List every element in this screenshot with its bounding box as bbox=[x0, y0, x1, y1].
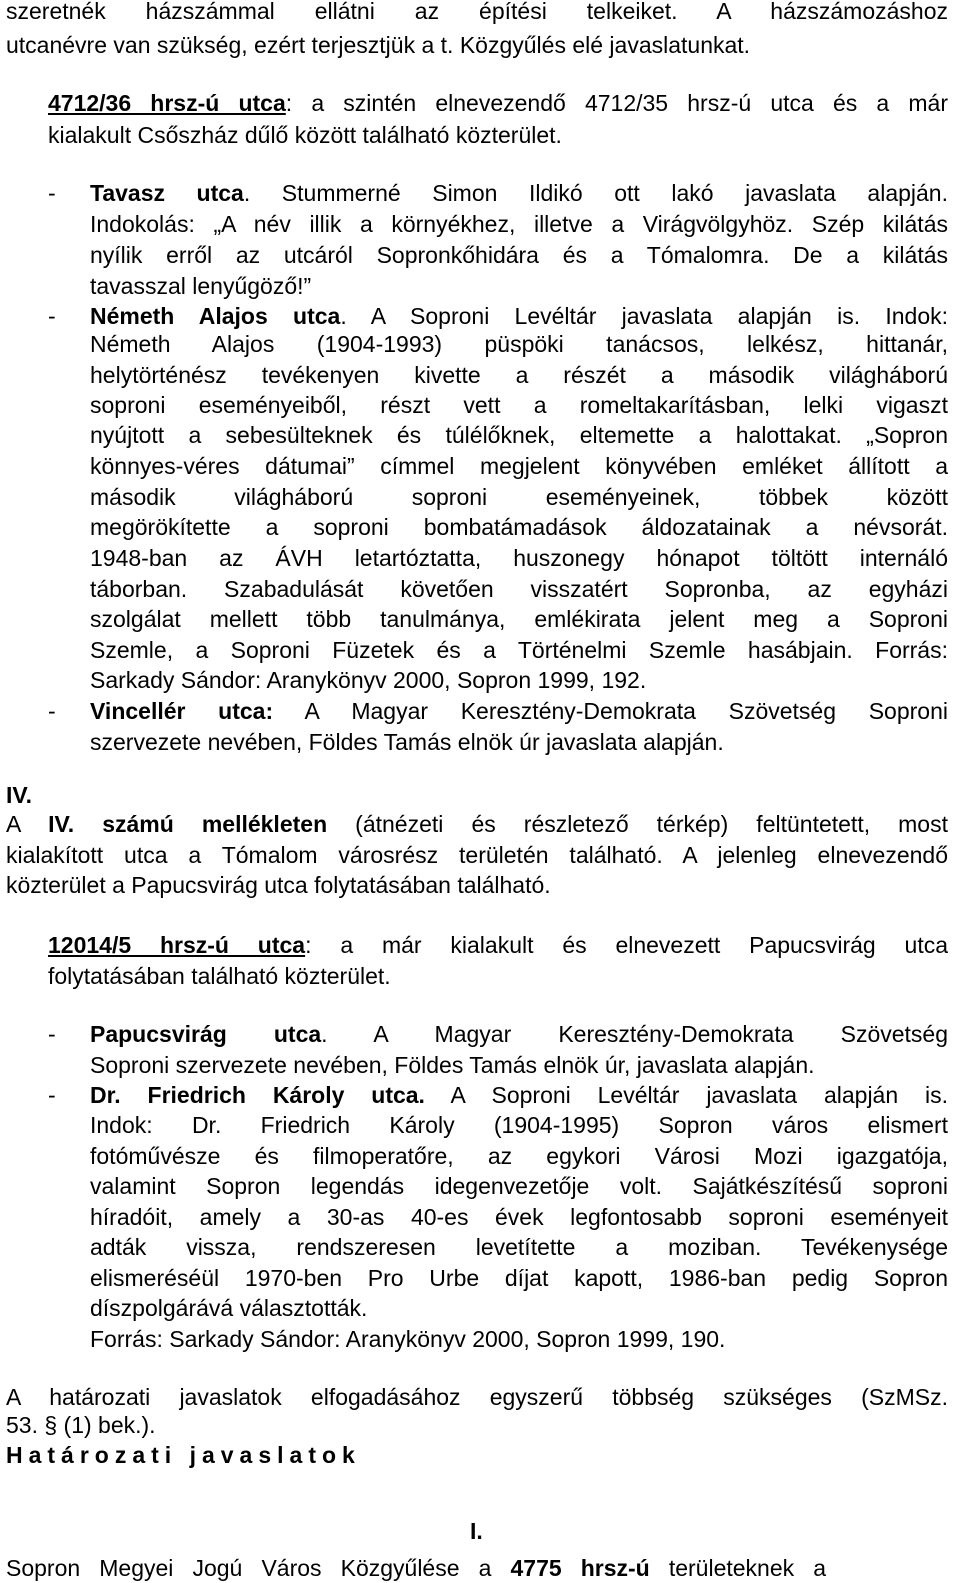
nemeth-text-line: soproni eseményeiből, részt vett a romeltakarításban, lelki vigaszt bbox=[90, 392, 948, 418]
vinceller-street-name: Vincellér utca: bbox=[90, 698, 274, 724]
street-4712-36-line-1: 4712/36 hrsz-ú utca: a szintén elnevezendő 4712/35 hrsz-ú utca és a már bbox=[48, 90, 949, 116]
vinceller-line-2: szervezete nevében, Földes Tamás elnök úr javaslata alapján. bbox=[90, 729, 724, 755]
resolutions-heading: Határozati javaslatok bbox=[6, 1442, 361, 1468]
nemeth-text-line: második világháború soproni eseményeinek, többek között bbox=[90, 484, 948, 510]
tavasz-street-name: Tavasz utca bbox=[90, 180, 244, 206]
tavasz-line-3: nyílik erről az utcáról Sopronkőhidára és a Tómalomra. De a kilátás bbox=[90, 242, 948, 268]
friedrich-text-line: adták vissza, rendszeresen levetítette a moziban. Tevékenysége bbox=[90, 1234, 948, 1260]
street-12014-5-line-2: folytatásában található közterület. bbox=[48, 963, 391, 989]
vinceller-line-1: Vincellér utca: A Magyar Keresztény-Demokrata Szövetség Soproni bbox=[90, 698, 948, 724]
nemeth-text-line: táborban. Szabadulását követően visszatért Sopronba, az egyházi bbox=[90, 576, 948, 602]
friedrich-text-line: elismeréséül 1970-ben Pro Urbe díjat kapott, 1986-ban pedig Sopron bbox=[90, 1265, 948, 1291]
nemeth-text-line: szolgálat mellett több tanulmánya, emlékirata jelent meg a Soproni bbox=[90, 606, 948, 632]
nemeth-text-line: helytörténész tevékenyen kivette a részét a második világháború bbox=[90, 362, 948, 388]
nemeth-street-name: Németh Alajos utca bbox=[90, 303, 341, 329]
papucsvirag-dash: - bbox=[48, 1021, 56, 1047]
nemeth-text-line: Sarkady Sándor: Aranykönyv 2000, Sopron 1999, 192. bbox=[90, 667, 647, 693]
tavasz-line-2: Indokolás: „A név illik a környékhez, illetve a Virágvölgyhöz. Szép kilátás bbox=[90, 211, 948, 237]
friedrich-text-line: fotóművésze és filmoperatőre, az egykori Városi Mozi igazgatója, bbox=[90, 1143, 948, 1169]
section-iv-line-3: közterület a Papucsvirág utca folytatásában található. bbox=[6, 872, 551, 898]
nemeth-text-line: Németh Alajos (1904-1993) püspöki tanácsos, lelkész, hittanár, bbox=[90, 331, 948, 357]
friedrich-dash: - bbox=[48, 1082, 56, 1108]
nemeth-text-line: könnyes-véres dátumai” címmel megjelent könyvében emléket állított a bbox=[90, 453, 948, 479]
tavasz-dash: - bbox=[48, 180, 56, 206]
street-12014-5-label: 12014/5 hrsz-ú utca bbox=[48, 932, 306, 958]
section-iv-line-2: kialakított utca a Tómalom városrész területén található. A jelenleg elnevezendő bbox=[6, 842, 948, 868]
street-4712-36-line-2: kialakult Csőszház dűlő között található közterület. bbox=[48, 122, 562, 148]
friedrich-source: Forrás: Sarkady Sándor: Aranykönyv 2000, Sopron 1999, 190. bbox=[90, 1326, 726, 1352]
vinceller-dash: - bbox=[48, 698, 56, 724]
nemeth-text-line: 1948-ban az ÁVH letartóztatta, huszonegy hónapot töltött internáló bbox=[90, 545, 948, 571]
closing-line-2: 53. § (1) bek.). bbox=[6, 1412, 156, 1438]
papucsvirag-line-2: Soproni szervezete nevében, Földes Tamás elnök úr, javaslata alapján. bbox=[90, 1052, 815, 1078]
tavasz-line-1: Tavasz utca. Stummerné Simon Ildikó ott lakó javaslata alapján. bbox=[90, 180, 948, 206]
papucsvirag-street-name: Papucsvirág utca bbox=[90, 1021, 322, 1047]
friedrich-street-name: Dr. Friedrich Károly utca. bbox=[90, 1082, 425, 1108]
papucsvirag-line-1: Papucsvirág utca. A Magyar Keresztény-Demokrata Szövetség bbox=[90, 1021, 949, 1047]
nemeth-dash: - bbox=[48, 303, 56, 329]
friedrich-line-1: Dr. Friedrich Károly utca. A Soproni Levéltár javaslata alapján is. bbox=[90, 1082, 948, 1108]
intro-line-1: szeretnék házszámmal ellátni az építési telkeiket. A házszámozáshoz bbox=[6, 0, 948, 24]
street-12014-5-line-1: 12014/5 hrsz-ú utca: a már kialakult és elnevezett Papucsvirág utca bbox=[48, 932, 949, 958]
intro-line-2: utcanévre van szükség, ezért terjesztjük a t. Közgyűlés elé javaslatunkat. bbox=[6, 32, 751, 58]
closing-line-1: A határozati javaslatok elfogadásához egyszerű többség szükséges (SzMSz. bbox=[6, 1384, 948, 1410]
friedrich-text-line: híradóit, amely a 30-as 40-es évek legfontosabb soproni eseményeit bbox=[90, 1204, 948, 1230]
friedrich-text-line: Indok: Dr. Friedrich Károly (1904-1995) Sopron város elismert bbox=[90, 1112, 948, 1138]
nemeth-text-line: nyújtott a sebesülteknek és túlélőknek, eltemette a halottakat. „Sopron bbox=[90, 422, 948, 448]
section-iv-heading: IV. bbox=[6, 782, 33, 808]
tavasz-line-4: tavasszal lenyűgöző!” bbox=[90, 273, 312, 299]
street-4712-36-label: 4712/36 hrsz-ú utca bbox=[48, 90, 286, 116]
nemeth-text-line: megörökítette a soproni bombatámadások áldozatainak a névsorát. bbox=[90, 514, 948, 540]
nemeth-line-1: Németh Alajos utca. A Soproni Levéltár javaslata alapján is. Indok: bbox=[90, 303, 949, 329]
section-iv-line-1: A IV. számú mellékleten (átnézeti és részletező térkép) feltüntetett, most bbox=[6, 811, 948, 837]
roman-one: I. bbox=[470, 1518, 483, 1544]
closing-last-line: Sopron Megyei Jogú Város Közgyűlése a 4775 hrsz-ú területeknek a bbox=[6, 1555, 827, 1581]
friedrich-text-line: valamint Sopron legendás idegenvezetője volt. Sajátkészítésű soproni bbox=[90, 1173, 948, 1199]
friedrich-last-line: díszpolgárává választották. bbox=[90, 1295, 368, 1321]
nemeth-text-line: Szemle, a Soproni Füzetek és a Történelmi Szemle hasábjain. Forrás: bbox=[90, 637, 948, 663]
